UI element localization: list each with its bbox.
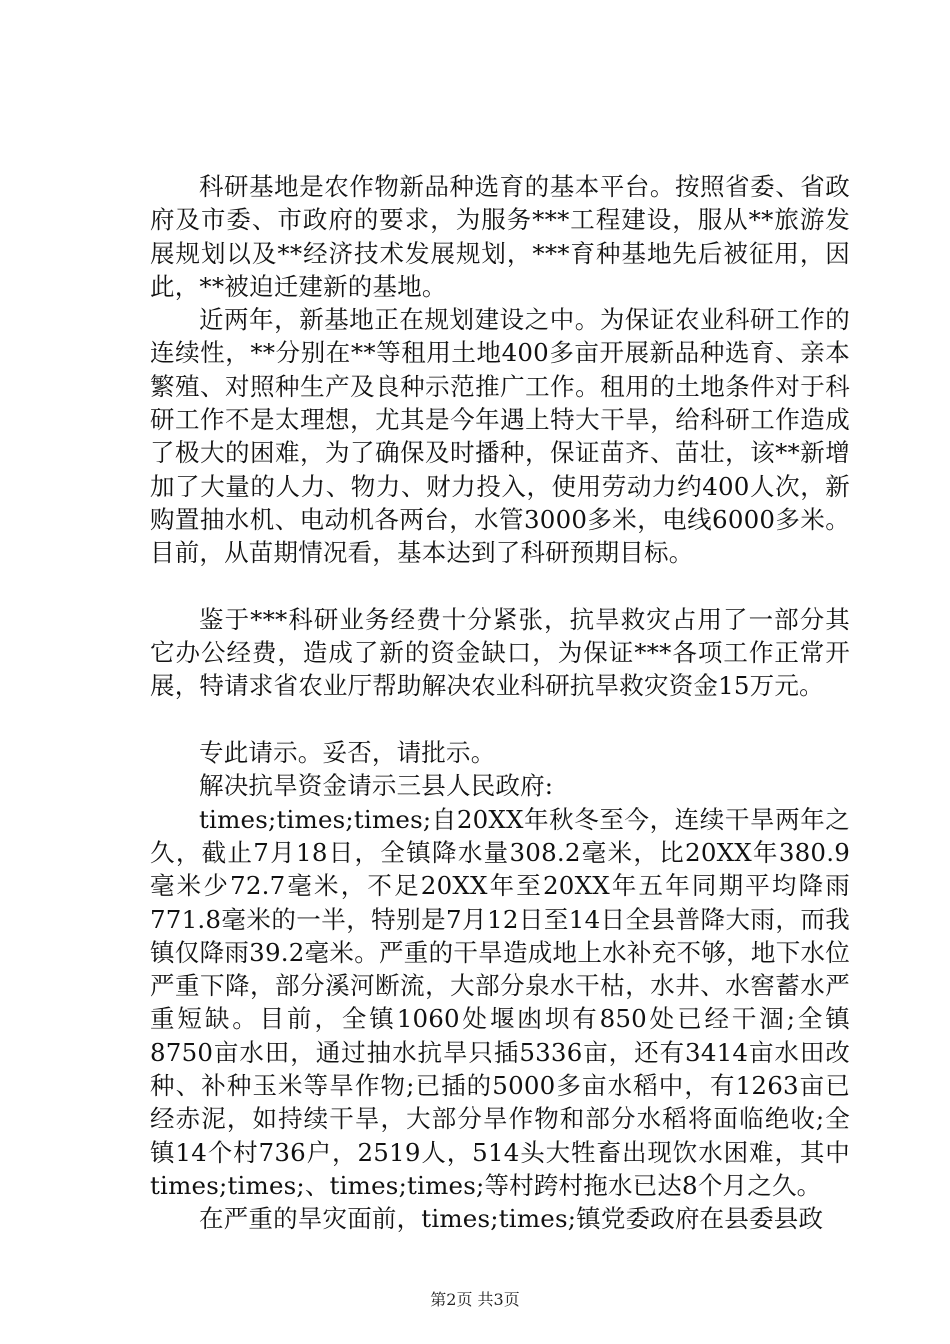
page-number-footer: 第2页 共3页 — [430, 1290, 520, 1309]
paragraph-gap — [150, 570, 850, 603]
paragraph-drought-response: 在严重的旱灾面前，times;times;镇党委政府在县委县政 — [199, 1204, 824, 1234]
paragraph-drought-report: times;times;times;自20XX年秋冬至今，连续干旱两年之久，截止7月18日，全镇降水量308.2毫米，比20XX年380.9毫米少72.7毫米，不足20XX年至20XX年五年同期平均降雨771.8毫米的一半，特别是7月12日至14日全县普降大雨，而我镇仅降雨39.2毫米。严重的干旱造成地上水补充不够，地下水位严重下降，部分溪河断流，大部分泉水干枯，水井、水窖蓄水严重短缺。目前，全镇1060处堰凼坝有850处已经干涸;全镇8750亩水田，通过抽水抗旱只插5336亩，还有3414亩水田改种、补种玉米等旱作物;已插的5000多亩水稻中，有1263亩已经赤泥，如持续干旱，大部分旱作物和部分水稻将面临绝收;全镇14个村736户，2519人，514头大牲畜出现饮水困难，其中times;times;、times;times;等村跨村拖水已达8个月之久。 — [150, 804, 850, 1200]
paragraph-funding-request: 鉴于***科研业务经费十分紧张，抗旱救灾占用了一部分其它办公经费，造成了新的资金缺口，为保证***各项工作正常开展，特请求省农业厅帮助解决农业科研抗旱救灾资金15万元。 — [150, 604, 850, 701]
paragraph-new-base: 近两年，新基地正在规划建设之中。为保证农业科研工作的连续性，**分别在**等租用土地400多亩开展新品种选育、亲本繁殖、对照种生产及良种示范推广工作。租用的土地条件对于科研工作不是太理想，尤其是今年遇上特大干旱，给科研工作造成了极大的困难，为了确保及时播种，保证苗齐、苗壮，该**新增加了大量的人力、物力、财力投入，使用劳动力约400人次，新购置抽水机、电动机各两台，水管3000多米，电线6000多米。目前，从苗期情况看，基本达到了科研预期目标。 — [150, 305, 850, 568]
paragraph-closing: 专此请示。妥否，请批示。 — [199, 738, 496, 768]
paragraph-gap — [150, 703, 850, 736]
paragraph-research-base: 科研基地是农作物新品种选育的基本平台。按照省委、省政府及市委、市政府的要求，为服务***工程建设，服从**旅游发展规划以及**经济技术发展规划，***育种基地先后被征用，因此，**被迫迁建新的基地。 — [150, 172, 850, 301]
paragraph-heading: 解决抗旱资金请示三县人民政府: — [199, 771, 554, 801]
document-body — [150, 170, 850, 1236]
